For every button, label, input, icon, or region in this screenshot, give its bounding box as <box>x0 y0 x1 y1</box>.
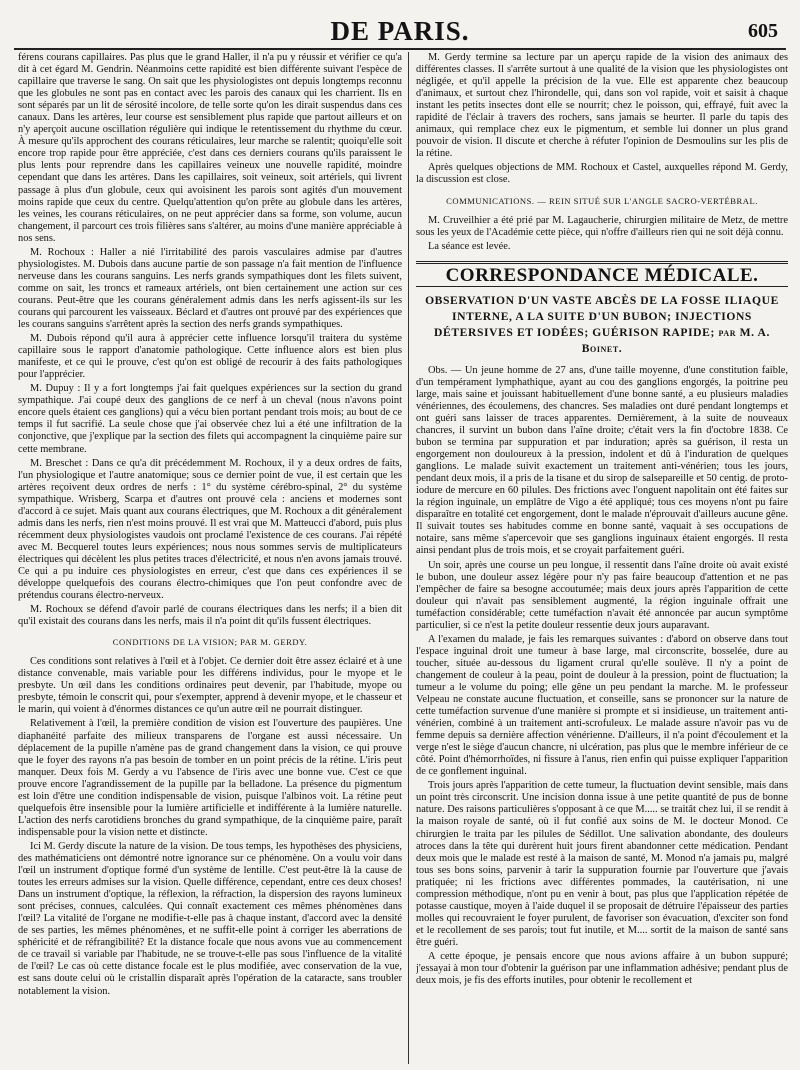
page-header <box>14 6 786 48</box>
paragraph: A cette époque, je pensais encore que nous avions affaire à un bubon suppuré; j'essayai à mon tour d'obtenir la guérison par une inflammation adhésive; pendant plus de deux mois, je fis des efforts inutiles, pour obtenir le recollement et <box>416 951 788 987</box>
paragraph: A l'examen du malade, je fais les remarques suivantes : d'abord on observe dans tout l'espace inguinal droit une tumeur à base large, mal circonscrite, bosselée, dure au toucher, située au-dessous du ligament crural qu'elle soulève. Il n'y a point de changement de couleur à la peau, point de douleur à la pression, point de fluctuation; la tumeur a le volume du poing; elle gêne un peu pendant la marche. M. le professeur Velpeau ne constate aucune fluctuation, et conseille, sans se prononcer sur la nature de cette tuméfaction survenue d'une manière si prompte et si insidieuse, un traitement anti-vénérien, combiné à un traitement anti-scrofuleux. Le malade assure n'avoir pas vu de femme depuis sa dernière affection vénérienne. D'ailleurs, il n'a point d'écoulement et la verge n'est le siège d'aucun chancre, ni ulcération, pas plus que le membre inférieur de ce côté. Point d'hémorrhoïdes, ni fissure à l'anus, rien enfin qui puisse expliquer l'apparition de ce gonflement inguinal. <box>416 633 788 778</box>
paragraph: Ces conditions sont relatives à l'œil et à l'objet. Ce dernier doit être assez éclairé et à une distance convenable, mais variable pour les différens individus, pour le myope et le presbyte. Un œil dans les conditions ordinaires peut devenir, par l'habitude, myope ou presbyte, témoin le conscrit qui, pour s'exempter, apprend à devenir myope, et le chasseur et le marin, qui voient à d'énormes distances ce qu'un autre œil ne pourrait distinguer. <box>18 656 402 716</box>
subhead-text: COMMUNICATIONS. — REIN SITUÉ SUR L'ANGLE SACRO-VERTÉBRAL. <box>446 195 758 206</box>
paragraph: M. Dupuy : Il y a fort longtemps j'ai fait quelques expériences sur la section du grand sympathique. J'ai coupé deux des ganglions de ce nerf à un cheval (nous n'avons point encore quels étaient ces ganglions) qui a vécu bien portant pendant trois mois; au bout de ce temps il fut sacrifié. La seule chose que j'ai observée chez lui a été une infiltration de la conjonctive, que j'explique par la section des filets qui accompagnent la cinquième paire sur cette membrane. <box>18 383 402 455</box>
paragraph: Un soir, après une course un peu longue, il ressentit dans l'aîne droite où avait existé le bubon, une douleur assez légère pour n'y pas faire beaucoup d'attention et ne pas l'empêcher de faire sa besogne accoutumée; mais deux jours après l'apparition de cette douleur qui n'avait pas sensiblement augmenté, la région inguinale offrait une tuméfaction considérable; cette tuméfaction n'avait été annoncée par aucun symptôme particulier, si ce n'est la petite douleur ressentie deux jours auparavant. <box>416 559 788 631</box>
paragraph: La séance est levée. <box>428 240 511 252</box>
paragraph: M. Cruveilhier a été prié par M. Lagaucherie, chirurgien militaire de Metz, de mettre sous les yeux de l'Académie cette pièce, qui n'offre d'ailleurs rien qui ne soit déjà connu. <box>416 214 788 238</box>
section-rule <box>416 261 788 264</box>
subhead-text: CONDITIONS DE LA VISION; PAR M. GERDY. <box>112 637 308 648</box>
observation-title: OBSERVATION D'UN VASTE ABCÈS DE LA FOSSE ILIAQUE INTERNE, A LA SUITE D'UN BUBON; INJECTIONS DÉTERSIVES ET IODÉES; GUÉRISON RAPIDE; par M. A. Boinet. <box>425 293 779 355</box>
paragraph: M. Gerdy termine sa lecture par un aperçu rapide de la vision des animaux des différentes classes. Il s'arrête surtout à une qualité de la vision que les physiologistes ont négligée, et qu'il appelle la précision de la vue. Elle est apparente chez beaucoup d'animaux, et surtout chez l'hirondelle, qui, dans son vol rapide, voit et saisit à chaque instant les petits insectes dont elle se nourrit; chez le poisson, qui, effrayé, fuit avec la rapidité de l'éclair à travers des rochers, sans jamais se heurter. Il parle du tapis des animaux, qui remplace chez eux le pigmentum, et semble lui donner un plus grand pouvoir de vision. Il discute et cherche à réfuter l'opinion de Desmoulins sur les plis de la rétine. <box>416 52 788 160</box>
page-number: 605 <box>748 20 778 42</box>
paragraph: Trois jours après l'apparition de cette tumeur, la fluctuation devint sensible, mais dans un point très circonscrit. Une incision donna issue à une petite quantité de pus de bonne nature. Des raisons particulières s'opposant à ce que M..... se traitât chez lui, il se rendit à la maison royale de santé, où il fut confié aux soins de M. le docteur Monod. Ce chirurgien le traita par les pilules de Sédillot. Une salivation abondante, des douleurs atroces dans la tête qui durèrent huit jours firent abandonner cette médication. Pendant deux mois que le malade est resté à la maison de santé, M. Monod n'a jamais pu, malgré tous ses bons soins, parvenir à tarir la suppuration fournie par l'ouverture que j'avais pratiquée; ni les frictions avec différentes pommades, la cautérisation, ni une compression méthodique, n'ont pu en venir à bout, pas plus que l'application répétée de potasse caustique, moyen à l'aide duquel il se proposait de détruire l'épaisseur des parties molles qui recouvraient le foyer purulent, de favoriser son évacuation, d'exciter son fond et le recollement de ses parois; tout fut inutile, et M.... sortit de la maison de santé sans être guéri. <box>416 780 788 948</box>
column-divider <box>408 52 409 1064</box>
header-rule <box>14 48 786 50</box>
paragraph: M. Breschet : Dans ce qu'a dit précédemment M. Rochoux, il y a deux ordres de faits, l'un physiologique et l'autre anatomique; sous ce dernier point de vue, il est certain que les artères reçoivent deux ordres de nerfs : 1° du système cérébro-spinal, 2° du système sympathique. Wrisberg, Scarpa et d'autres ont prouvé cela : anciens et modernes sont d'accord à ce sujet. Mais quant aux courans électriques, que M. Rochoux a dit généralement admis dans les nerfs, rien n'est moins prouvé. Il est vrai que M. Matteucci d'abord, puis plus récemment deux physiologistes vaudois ont proclamé l'existence de ces courans. J'ai répété avec M. Becquerel toutes leurs expériences; nous nous sommes servis de multiplicateurs électriques qui décèlent les plus petites traces d'électricité, et nous n'en avons jamais trouvé. Ce qui a pu induire ces physiologistes en erreur, c'est que dans ces expériences il se développe quelquefois des courans électro-chimiques que l'on peut confondre avec de prétendus courans électro-nerveux. <box>18 457 402 602</box>
paragraph: M. Rochoux se défend d'avoir parlé de courans électriques dans les nerfs; il a bien dit qu'il existait des courans dans les nerfs, mais il n'a point dit qu'ils fussent électriques. <box>18 604 402 628</box>
paragraph: Obs. — Un jeune homme de 27 ans, d'une taille moyenne, d'une constitution faible, d'un tempérament lymphathique, ayant au cou des ganglions engorgés, la poitrine peu large, mais saine et jouissant habituellement d'une bonne santé, a eu plusieurs maladies vénériennes, des écoulemens, des chancres. Ses maladies ont duré pendant longtemps et ont guéri sans laisser de traces apparentes. Dernièrement, à la suite de nouveaux chancres, il survint un bubon dans l'aîne droite; c'était vers la fin d'octobre 1838. Ce bubon se termina par suppuration et par induration; après sa guérison, il resta un engorgement non douloureux à la pression, indolent et dû à l'induration de quelques ganglions. Le malade suivit exactement un traitement anti-vénérien; tous les jours, pendant deux mois, il a pris de la tisane et du sirop de salsepareille et 50 centig. de proto-iodure de mercure en 60 pilules. Des frictions avec l'onguent napolitain ont été faites sur la région inguinale, un emplâtre de Vigo a été appliqué; tous ces moyens n'ont pu faire disparaître en totalité cet engorgement, dont le malade n'éprouvait d'ailleurs aucune gêne. Il suivait toutes ses habitudes comme en bonne santé, vaquait à ses occupations de notaire, sans même s'apercevoir que ses ganglions inguinaux étaient engorgés. Il resta ainsi pendant plus de trois mois, et se croyait parfaitement guéri. <box>416 364 788 557</box>
page-title: DE PARIS. <box>330 16 470 46</box>
paragraph: Relativement à l'œil, la première condition de vision est l'ouverture des paupières. Une diaphanéité parfaite des milieux transparens de l'organe est aussi nécessaire. Un déplacement de la pupille n'amène pas de grand changement dans la vision, ce qui prouve que le foyer des rayons n'a pas besoin de tomber en un point précis de la rétine. L'iris peut manquer. Deux fois M. Gerdy a vu l'absence de l'iris avec une bonne vue. C'est ce que prouve encore l'agrandissement de la pupille par la belladone. La présence du pigmentum est loin d'être une condition indispensable de vision, puisque l'albinos voit. La rétine peut quelquefois être insensible pour la lumière artificielle et indifférente à la lumière naturelle. L'action des nerfs carotidiens bronches du grand sympathique, de la cinquième paire, paraît indispensable pour la vision nette et distincte. <box>18 718 402 838</box>
paragraph: M. Rochoux : Haller a nié l'irritabilité des parois vasculaires admise par d'autres physiologistes. M. Dubois dans aucune partie de son passage n'a fait mention de l'influence nerveuse dans les courans sanguins. Les nerfs grands sympathiques dont les filets suivent, comme on sait, les troncs et rameaux artériels, ont bien certainement une action sur ces courans. Peut-être que les courans généralement admis dans les nerfs agissent-ils sur les courans qui parcourent les vaisseaux. Béclard et d'autres ont prouvé par des expériences que les courans sanguins s'arrêtent après la section des nerfs grands sympathiques. <box>18 246 402 331</box>
right-column <box>416 52 788 1064</box>
section-subhead <box>18 636 402 648</box>
section-subhead <box>416 195 788 207</box>
title-rule <box>416 286 788 287</box>
paragraph: M. Dubois répond qu'il aura à apprécier cette influence lorsqu'il traitera du système capillaire sous le rapport d'anatomie pathologique. Cette influence alors est bien plus manifeste, et ce qui le prouve, c'est qu'on est obligé de recourir à des faits pathologiques pour l'apprécier. <box>18 333 402 381</box>
left-column <box>18 52 402 1064</box>
section-title: CORRESPONDANCE MÉDICALE. <box>445 264 759 286</box>
paragraph: férens courans capillaires. Pas plus que le grand Haller, il n'a pu y réussir et vérifier ce qu'a dit à cet égard M. Gendrin. Néanmoins cette rapidité est bien différente suivant l'espèce de capillaire que traverse le sang. On sait que les physiologistes ont depuis longtemps reconnu que les globules ne sont pas en contact avec les parois des canaux qui les charrient. Ils en sont séparés par un lit de sérosité incolore, de telle sorte qu'on les dirait suspendus dans ces canaux. Dans les artères, leur course est sensiblement plus rapide que partout ailleurs et on n'y aperçoit aucune oscillation régulière qui indique le retentissement du rhythme du cœur. À mesure qu'ils approchent des courans réticulaires, leur marche se ralentit; quoiqu'elle soit encore trop rapide pour être appréciée, c'est dans ces derniers courans qu'ils paraissent le plus lents pour reprendre dans les capillaires veineux une nouvelle rapidité, moindre cependant que dans les artères. Dans les capillaires, soit veineux, soit artériels, qui livrent passage à plus d'un globule, ceux qui avoisinent les parois sont agités d'un mouvement moins rapide que ceux du centre. Quelqu'attention qu'on prête au globule dans les artères, les veines, les courans réticulaires, on ne peut apprécier dans sa forme, son volume, aucun changement, il parcourt ces trois filières sans s'altérer, au moins d'une manière appréciable à nos sens. <box>18 52 402 244</box>
paragraph: Après quelques objections de MM. Rochoux et Castel, auxquelles répond M. Gerdy, la discussion est close. <box>416 162 788 186</box>
paragraph: Ici M. Gerdy discute la nature de la vision. De tous temps, les hypothèses des physiciens, des mathématiciens ont démontré notre ignorance sur ce phénomène. On a voulu voir dans l'œil un instrument d'optique formé d'un système de lentille. C'est peut-être là la cause de toutes les erreurs admises sur la vision. Quelle différence, cependant, entre ces deux choses! Dans un instrument d'optique, la réflexion, la réfraction, la dispersion des rayons lumineux sont précises, connues, calculées. Qui connaît exactement ces mêmes phénomènes dans l'œil? La vitalité de l'organe ne modifie-t-elle pas à chaque instant, d'accord avec la densité de ses parties, les mêmes phénomènes, et ne suffit-elle point à corriger les aberrations de sphéricité et de réfrangibilité? Et la distance focale que nous avons vue au commencement de ce travail si variable par l'habitude, ne se trouve-t-elle pas sous l'influence de la vitalité de l'œil? Le cas où cette distance focale est le plus modifiée, avec conservation de la vue, est sans doute celui où le cristallin disparaît après l'opération de la cataracte, sans troubler notablement la vision. <box>18 840 402 997</box>
